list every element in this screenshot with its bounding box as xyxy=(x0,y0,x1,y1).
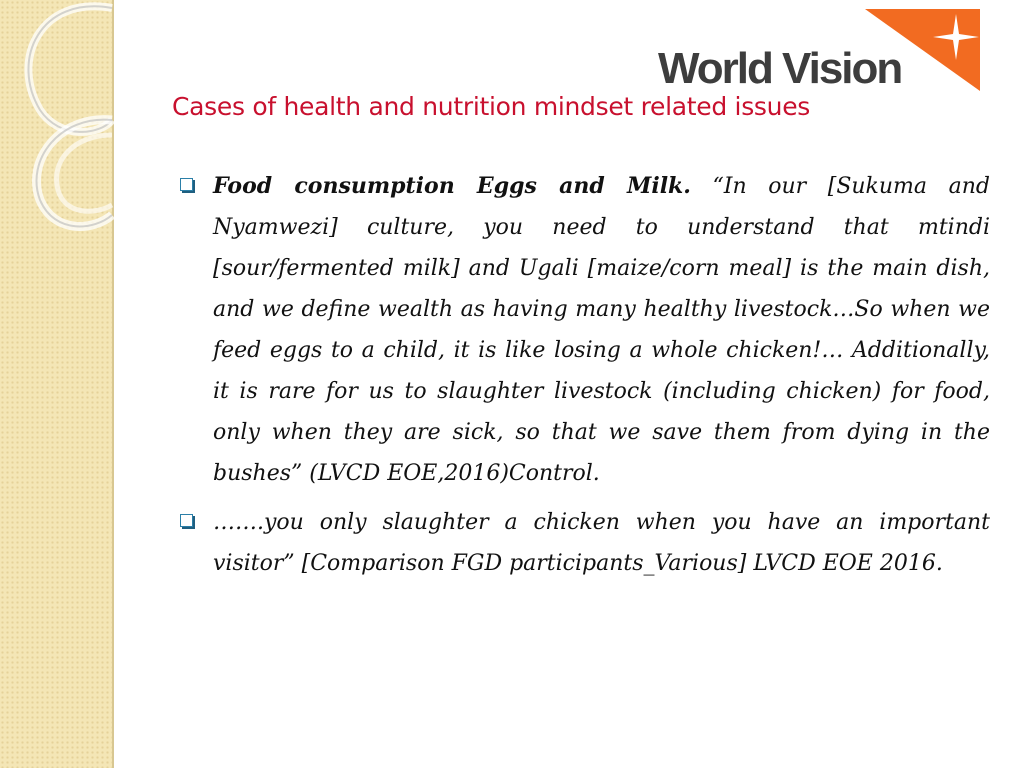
bullet-list xyxy=(180,166,990,592)
logo-wordmark: World Vision xyxy=(658,44,902,93)
decorative-swirl xyxy=(0,0,200,260)
world-vision-logo xyxy=(650,6,980,98)
bullet-item xyxy=(180,502,990,584)
slide-title: Cases of health and nutrition mindset related issues xyxy=(172,92,811,121)
square-bullet-icon xyxy=(180,178,193,191)
bullet-item xyxy=(180,166,990,494)
bullet-text: …….you only slaughter a chicken when you have an important visitor” [Comparison FGD participants_Various] LVCD EOE 2016. xyxy=(213,510,990,576)
bullet-text: “In our [Sukuma and Nyamwezi] culture, you need to understand that mtindi [sour/fermented milk] and Ugali [maize/corn meal] is the main dish, and we define wealth as having many healthy livestock…So when we feed eggs to a child, it is like losing a whole chicken!… Additionally, it is rare for us to slaughter livestock (including chicken) for food, only when they are sick, so that we save them from dying in the bushes” (LVCD EOE,2016)Control. xyxy=(213,174,990,486)
square-bullet-icon xyxy=(180,514,193,527)
bullet-heading: Food consumption Eggs and Milk. xyxy=(213,173,691,199)
